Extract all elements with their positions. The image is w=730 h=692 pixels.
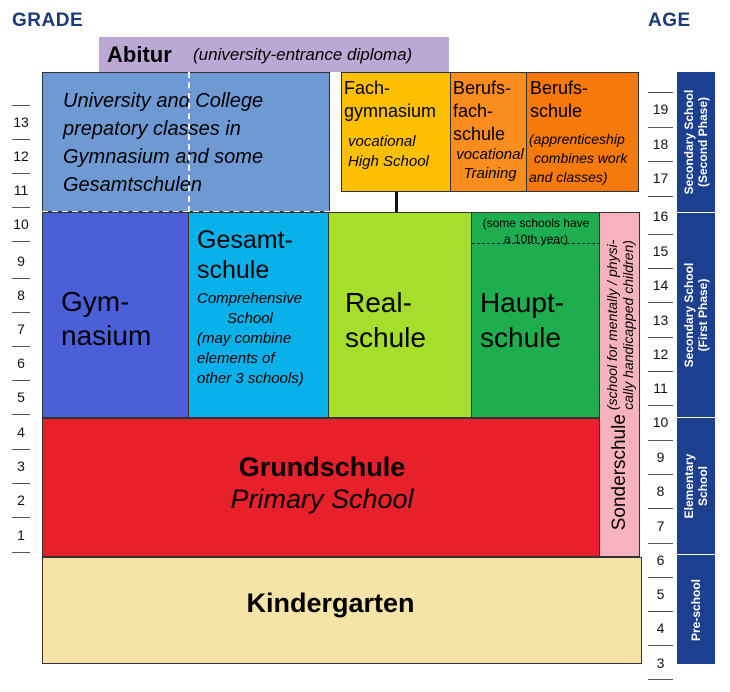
stage-label-line: Secondary School bbox=[682, 89, 696, 195]
grundschule-desc: Primary School bbox=[230, 484, 414, 514]
age-tick bbox=[648, 127, 673, 128]
hauptschule-name-line: Haupt- bbox=[480, 287, 565, 318]
age-number: 11 bbox=[653, 380, 668, 396]
gymnasium-name-line: nasium bbox=[61, 320, 152, 351]
prep-line: prepatory classes in bbox=[63, 118, 241, 140]
age-number: 14 bbox=[652, 277, 669, 293]
grade-tick bbox=[12, 380, 30, 381]
age-number: 19 bbox=[652, 101, 669, 117]
grade-number: 8 bbox=[17, 287, 25, 303]
grade-number: 3 bbox=[17, 458, 25, 474]
age-tick bbox=[648, 577, 673, 578]
age-tick bbox=[648, 474, 673, 475]
berufsfachschule-desc-line: Training bbox=[463, 165, 517, 182]
realschule-name-line: Real- bbox=[345, 287, 412, 318]
abitur-banner bbox=[99, 37, 449, 72]
grundschule-block bbox=[42, 418, 600, 557]
age-tick bbox=[648, 337, 673, 338]
grade-number: 2 bbox=[17, 492, 25, 508]
age-tick bbox=[648, 92, 673, 93]
age-number: 7 bbox=[656, 518, 665, 534]
grade-tick bbox=[12, 139, 30, 140]
age-number: 9 bbox=[656, 449, 665, 465]
gesamtschule-name-line: schule bbox=[197, 256, 270, 284]
sonderschule-name: Sonderschule bbox=[608, 413, 630, 530]
grade-header: GRADE bbox=[12, 10, 84, 31]
gymnasium-name-line: Gym- bbox=[61, 286, 130, 317]
hauptschule-note-line: a 10th year) bbox=[503, 232, 569, 246]
gymnasium-block bbox=[42, 212, 189, 418]
age-tick bbox=[648, 371, 673, 372]
hauptschule-block bbox=[471, 212, 600, 418]
realschule-block bbox=[328, 212, 472, 418]
berufsschule-desc-line: combines work bbox=[534, 150, 628, 166]
age-number: 3 bbox=[656, 655, 665, 671]
grade-number: 5 bbox=[17, 389, 25, 405]
fachgymnasium-name-line: Fach- bbox=[344, 78, 391, 98]
berufsschule-block bbox=[526, 72, 639, 192]
gesamtschule-desc-line: elements of bbox=[197, 350, 275, 367]
gesamtschule-desc-line: School bbox=[227, 310, 273, 327]
grade-number: 10 bbox=[13, 216, 29, 232]
age-number: 10 bbox=[652, 414, 669, 430]
age-tick bbox=[648, 543, 673, 544]
grade-tick bbox=[12, 346, 30, 347]
age-number: 16 bbox=[652, 208, 669, 224]
sonderschule-desc-line: cally handicapped children) bbox=[619, 239, 636, 410]
age-tick bbox=[648, 302, 673, 303]
age-number: 6 bbox=[656, 552, 665, 568]
age-number: 4 bbox=[656, 620, 665, 636]
age-tick bbox=[648, 440, 673, 441]
gesamtschule-name-line: Gesamt- bbox=[197, 226, 293, 254]
grade-tick bbox=[12, 173, 30, 174]
age-number: 13 bbox=[652, 312, 669, 328]
age-number: 12 bbox=[652, 346, 669, 362]
prep-classes-block bbox=[42, 72, 330, 212]
grade-tick bbox=[12, 312, 30, 313]
berufsfachschule-name-line: fach- bbox=[453, 101, 494, 121]
berufsschule-desc-line: (apprenticeship bbox=[529, 131, 625, 147]
grade-number: 9 bbox=[17, 253, 25, 269]
age-number: 8 bbox=[656, 483, 665, 499]
age-number: 18 bbox=[652, 136, 669, 152]
berufsfachschule-name-line: Berufs- bbox=[453, 78, 512, 98]
age-tick bbox=[648, 234, 673, 235]
fachgymnasium-desc-line: vocational bbox=[348, 133, 416, 150]
stage-label-line: Pre-school bbox=[689, 578, 703, 641]
age-number: 5 bbox=[656, 586, 665, 602]
age-tick bbox=[648, 645, 673, 646]
grade-tick bbox=[12, 105, 30, 106]
stage-preschool bbox=[677, 555, 715, 664]
abitur-title: Abitur bbox=[107, 42, 172, 67]
stage-label-line: (Second Phase) bbox=[696, 96, 710, 188]
prep-line: Gesamtschulen bbox=[63, 174, 202, 196]
gesamtschule-block bbox=[188, 212, 329, 418]
stage-elementary bbox=[677, 418, 715, 554]
grade-number: 7 bbox=[17, 321, 25, 337]
grade-number: 1 bbox=[17, 527, 25, 543]
berufsfachschule-desc-line: vocational bbox=[456, 146, 524, 163]
grade-tick bbox=[12, 207, 30, 208]
age-tick bbox=[648, 405, 673, 406]
fachgymnasium-name-line: gymnasium bbox=[344, 101, 437, 121]
grade-number: 4 bbox=[17, 424, 25, 440]
stage-secondary-second-phase bbox=[677, 72, 715, 212]
age-number: 15 bbox=[652, 243, 669, 259]
connector-line bbox=[395, 192, 398, 212]
stage-label-line: Elementary bbox=[682, 453, 696, 519]
age-tick bbox=[648, 508, 673, 509]
prep-line: University and College bbox=[63, 90, 264, 112]
berufsschule-name-line: Berufs- bbox=[530, 78, 589, 98]
realschule-name-line: schule bbox=[345, 322, 426, 353]
age-tick bbox=[648, 679, 673, 680]
grade-number: 13 bbox=[13, 114, 29, 130]
age-tick bbox=[648, 611, 673, 612]
prep-dashed-vertical bbox=[188, 72, 190, 212]
stage-label-line: (First Phase) bbox=[696, 278, 710, 352]
berufsfachschule-block bbox=[450, 72, 527, 192]
stage-label-line: Secondary School bbox=[682, 262, 696, 368]
prep-line: Gymnasium and some bbox=[63, 146, 264, 168]
fachgymnasium-block bbox=[341, 72, 451, 192]
grade-tick bbox=[12, 241, 30, 242]
berufsfachschule-name-line: schule bbox=[453, 124, 506, 144]
grade-number: 11 bbox=[13, 182, 29, 198]
grade-tick bbox=[12, 483, 30, 484]
grade-number: 6 bbox=[17, 355, 25, 371]
grade-tick bbox=[12, 517, 30, 518]
sonderschule-block bbox=[599, 212, 640, 557]
fachgymnasium-desc-line: High School bbox=[348, 153, 429, 170]
abitur-subtitle: (university-entrance diploma) bbox=[193, 45, 413, 64]
age-tick bbox=[648, 161, 673, 162]
grade-tick bbox=[12, 278, 30, 279]
gesamtschule-desc-line: (may combine bbox=[197, 330, 292, 347]
gesamtschule-desc-line: other 3 schools) bbox=[197, 370, 304, 387]
hauptschule-name-line: schule bbox=[480, 322, 561, 353]
grade-number: 12 bbox=[13, 148, 29, 164]
sonderschule-desc-line: (school for mentally / physi- bbox=[603, 239, 620, 410]
kindergarten-name: Kindergarten bbox=[246, 588, 415, 618]
grade-tick bbox=[12, 414, 30, 415]
age-number: 17 bbox=[652, 170, 669, 186]
age-tick bbox=[648, 196, 673, 197]
hauptschule-dashed-divider bbox=[472, 243, 600, 244]
kindergarten-block bbox=[42, 557, 642, 664]
age-tick bbox=[648, 268, 673, 269]
berufsschule-name-line: schule bbox=[530, 101, 583, 121]
stage-label-line: School bbox=[696, 465, 710, 507]
age-header: AGE bbox=[648, 10, 691, 31]
hauptschule-note-line: (some schools have bbox=[482, 216, 590, 230]
gesamtschule-desc-line: Comprehensive bbox=[197, 290, 303, 307]
grade-tick bbox=[12, 552, 30, 553]
grade-tick bbox=[12, 449, 30, 450]
berufsschule-desc-line: and classes) bbox=[529, 169, 608, 185]
grundschule-name: Grundschule bbox=[238, 452, 406, 482]
stage-secondary-first-phase bbox=[677, 213, 715, 417]
